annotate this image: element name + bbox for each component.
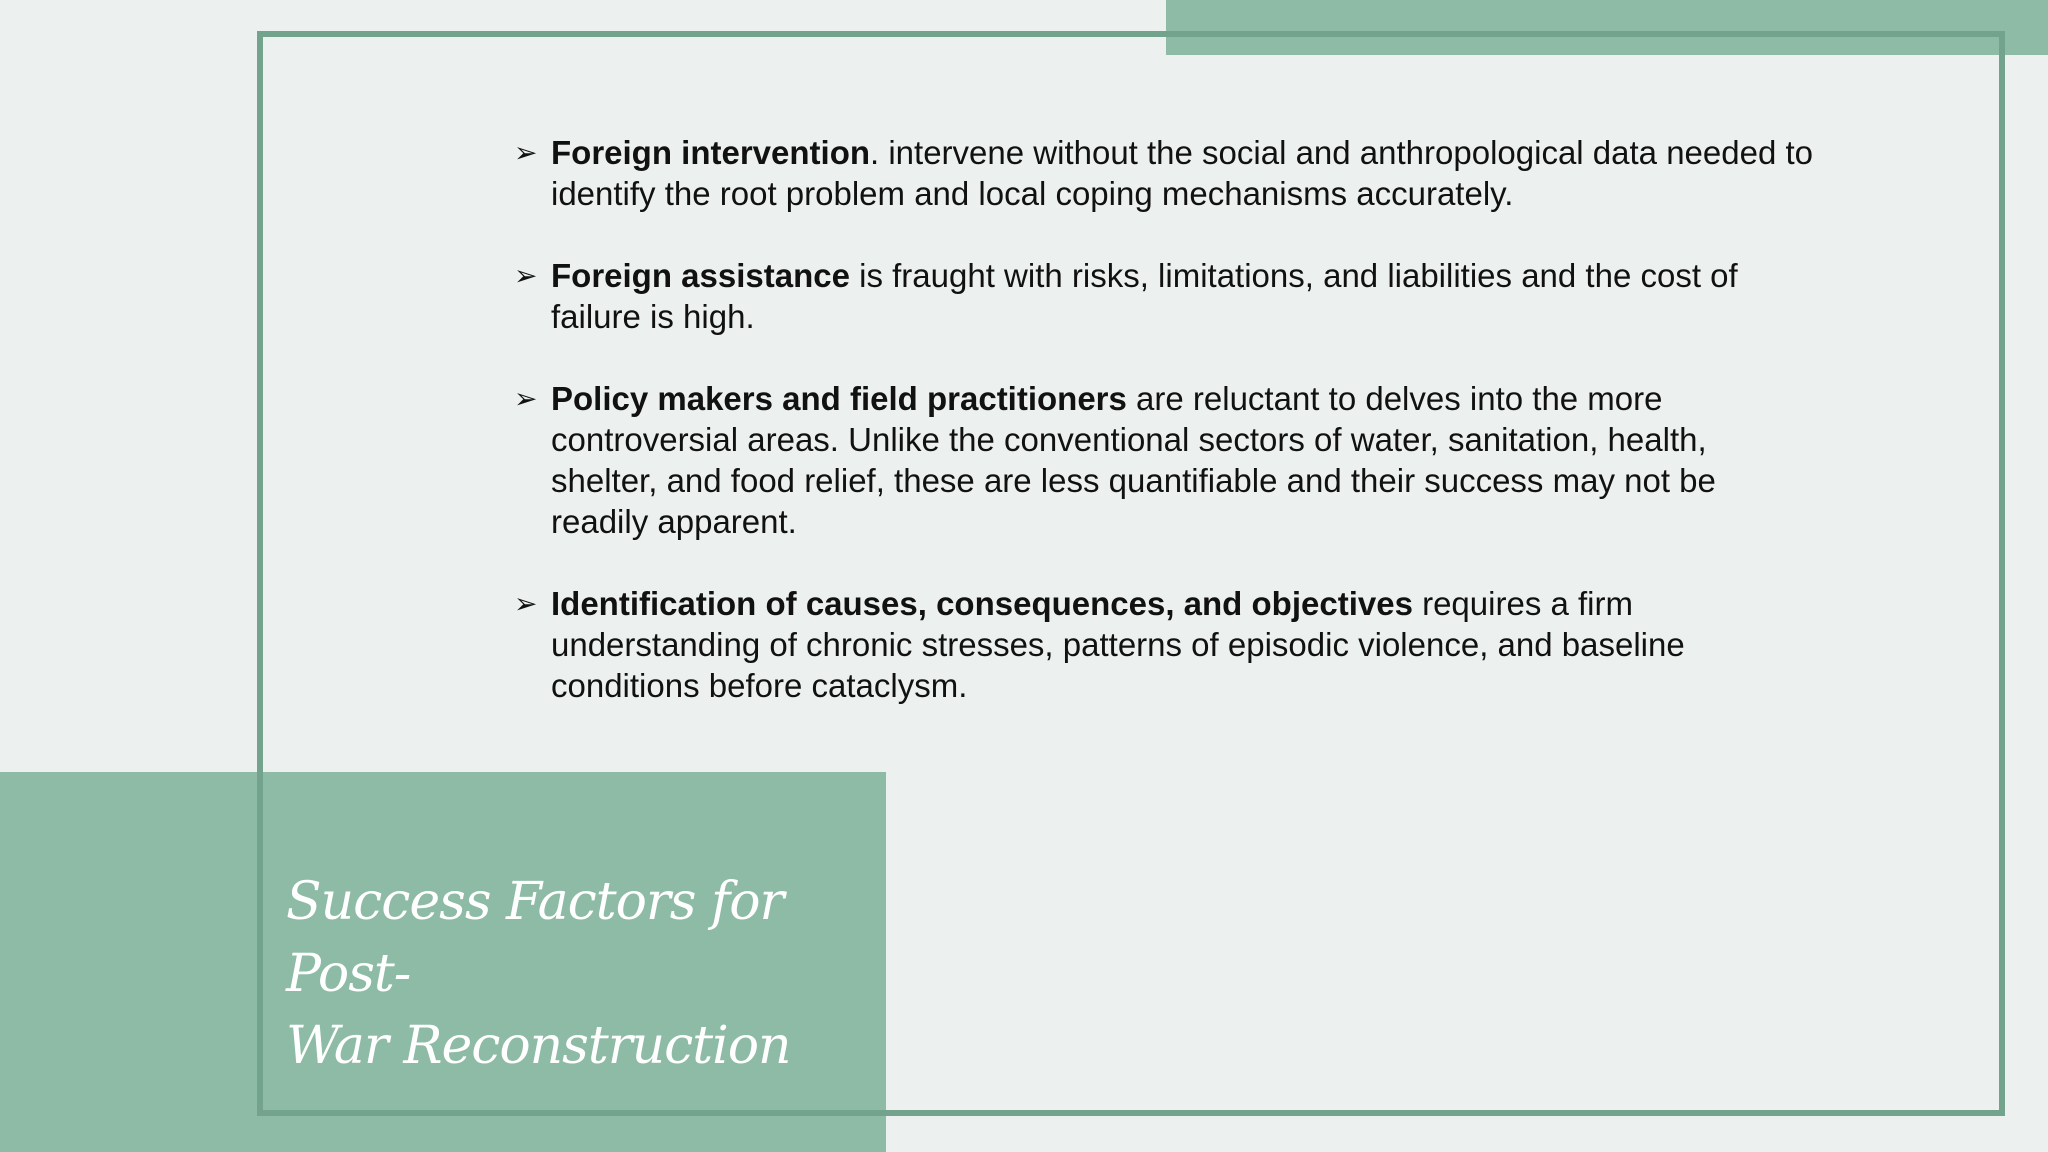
slide-title <box>286 866 866 1082</box>
bullet-item <box>514 378 1814 542</box>
bullet-bold-lead: Policy makers and field practitioners <box>551 380 1127 417</box>
bullet-text <box>551 583 1814 706</box>
arrowhead-bullet-icon: ➢ <box>514 588 538 619</box>
bullet-list <box>514 132 1814 747</box>
bullet-body: is fraught with risks, limitations, and liabilities and the cost of failure is high. <box>551 257 1738 335</box>
arrowhead-bullet-icon: ➢ <box>514 383 538 414</box>
bullet-text <box>551 378 1814 542</box>
bullet-bold-lead: Foreign intervention <box>551 134 871 171</box>
bullet-body: requires a firm understanding of chronic stresses, patterns of episodic violence, and baseline conditions before cataclysm. <box>551 585 1685 704</box>
slide-title-line-2: War Reconstruction <box>286 1016 791 1076</box>
arrowhead-bullet-icon: ➢ <box>514 137 538 168</box>
bullet-item <box>514 255 1814 337</box>
bullet-text <box>551 132 1814 214</box>
bullet-item <box>514 132 1814 214</box>
bullet-body: . intervene without the social and anthropological data needed to identify the root problem and local coping mechanisms accurately. <box>551 134 1814 212</box>
slide-title-line-1: Success Factors for Post- <box>286 872 784 1004</box>
arrowhead-bullet-icon: ➢ <box>514 260 538 291</box>
bullet-item <box>514 583 1814 706</box>
bullet-body: are reluctant to delves into the more controversial areas. Unlike the conventional sectors of water, sanitation, health, shelter, and food relief, these are less quantifiable and their success may not be readily apparent. <box>551 380 1716 540</box>
bullet-text <box>551 255 1814 337</box>
bullet-bold-lead: Foreign assistance <box>551 257 850 294</box>
bullet-bold-lead: Identification of causes, consequences, and objectives <box>551 585 1413 622</box>
